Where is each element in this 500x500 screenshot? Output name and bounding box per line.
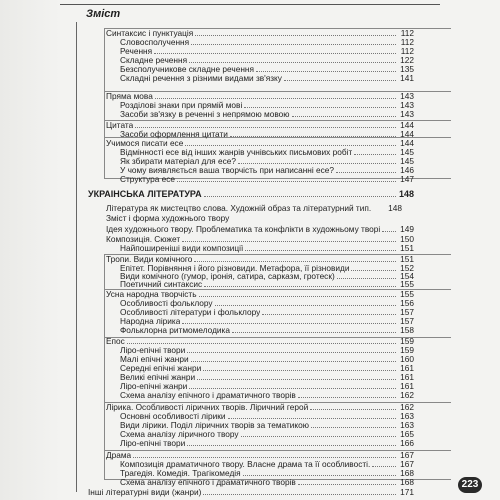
toc-entry[interactable]: Особливості літератури і фольклору 157 (120, 308, 414, 317)
toc-entry[interactable]: Тропи. Види комічного 151 (106, 255, 414, 264)
toc-section-heading[interactable]: УКРАЇНСЬКА ЛІТЕРАТУРА 148 (88, 190, 414, 199)
toc-entry[interactable]: Особливості фольклору 156 (120, 299, 414, 308)
toc-entry[interactable]: Структура есе 147 (120, 175, 414, 184)
toc-entry[interactable]: Засоби зв'язку в реченні з непрямою мовою 143 (120, 110, 414, 119)
toc-entry[interactable]: Усна народна творчість 155 (106, 290, 414, 299)
toc-entry[interactable]: Великі епічні жанри 161 (120, 373, 414, 382)
toc-entry[interactable]: Види лірики. Поділ ліричних творів за тематикою 163 (120, 421, 414, 430)
toc-entry[interactable]: Схема аналізу епічного і драматичного творів 168 (120, 478, 414, 487)
toc-entry[interactable]: Фольклорна ритмомелодика 158 (120, 326, 414, 335)
toc-entry[interactable]: Пряма мова 143 (106, 92, 414, 101)
toc-entry[interactable]: Ліро-епічні твори 159 (120, 346, 414, 355)
toc-entry[interactable]: Розділові знаки при прямій мові 143 (120, 101, 414, 110)
toc-entry[interactable]: Лірика. Особливості ліричних творів. Ліричний герой 162 (106, 403, 414, 412)
toc-entry[interactable]: Складні речення з різними видами зв'язку 141 (120, 74, 414, 83)
toc-entry[interactable]: Учимося писати есе 144 (106, 139, 414, 148)
toc-entry[interactable]: Як збирати матеріал для есе? 145 (120, 157, 414, 166)
toc-entry[interactable]: Речення 112 (120, 47, 414, 56)
toc-entry[interactable]: Композиція. Сюжет 150 (106, 235, 414, 244)
toc-entry[interactable]: Інші літературні види (жанри) 171 (88, 488, 414, 497)
toc-entry[interactable]: Ліро-епічні твори 166 (120, 439, 414, 448)
page-number-badge: 223 (458, 477, 482, 493)
toc-entry[interactable]: Література як мистецтво слова. Художній образ та літературний тип. Зміст і форма художнього твору 148 (106, 203, 402, 223)
toc-entry[interactable]: Трагедія. Комедія. Трагікомедія 168 (120, 469, 414, 478)
toc-entry[interactable]: Синтаксис і пунктуація 112 (106, 29, 414, 38)
toc-entry[interactable]: Безсполучникове складне речення 135 (120, 65, 414, 74)
toc-entry[interactable]: Цитата 144 (106, 121, 414, 130)
toc-entry[interactable]: Схема аналізу епічного і драматичного творів 162 (120, 391, 414, 400)
toc-entry[interactable]: Композиція драматичного твору. Власне драма та її особливості. 167 (120, 460, 414, 469)
toc-entry[interactable]: Народна лірика 157 (120, 317, 414, 326)
toc-entry[interactable]: Складне речення 122 (120, 56, 414, 65)
toc-entry[interactable]: Словосполучення 112 (120, 38, 414, 47)
toc-entry[interactable]: Ліро-епічні жанри 161 (120, 382, 414, 391)
toc-entry[interactable]: Епос 159 (106, 337, 414, 346)
toc-entry[interactable]: Малі епічні жанри 160 (120, 355, 414, 364)
page-title: Зміст (86, 8, 121, 20)
toc-entry[interactable]: Найпоширеніші види композиції 151 (120, 244, 414, 253)
toc-entry[interactable]: Схема аналізу ліричного твору 165 (120, 430, 414, 439)
toc-entry[interactable]: Середні епічні жанри 161 (120, 364, 414, 373)
toc-entry[interactable]: Види комічного (гумор, іронія, сатира, сарказм, гротеск) 154 (120, 272, 414, 281)
toc-entry[interactable]: Епітет. Порівняння і його різновиди. Метафора, її різновиди 152 (120, 264, 414, 273)
toc-entry[interactable]: У чому виявляється ваша творчість при написанні есе? 146 (120, 166, 414, 175)
toc-entry[interactable]: Засоби оформлення цитати 144 (120, 130, 414, 139)
toc-entry[interactable]: Поетичний синтаксис 155 (120, 280, 414, 289)
toc-entry[interactable]: Основні особливості лірики 163 (120, 412, 414, 421)
toc-entry[interactable]: Відмінності есе від інших жанрів учнівських письмових робіт 145 (120, 148, 414, 157)
toc-entry[interactable]: Драма 167 (106, 451, 414, 460)
toc-entry[interactable]: Ідея художнього твору. Проблематика та конфлікти в художньому творі 149 (106, 225, 414, 234)
